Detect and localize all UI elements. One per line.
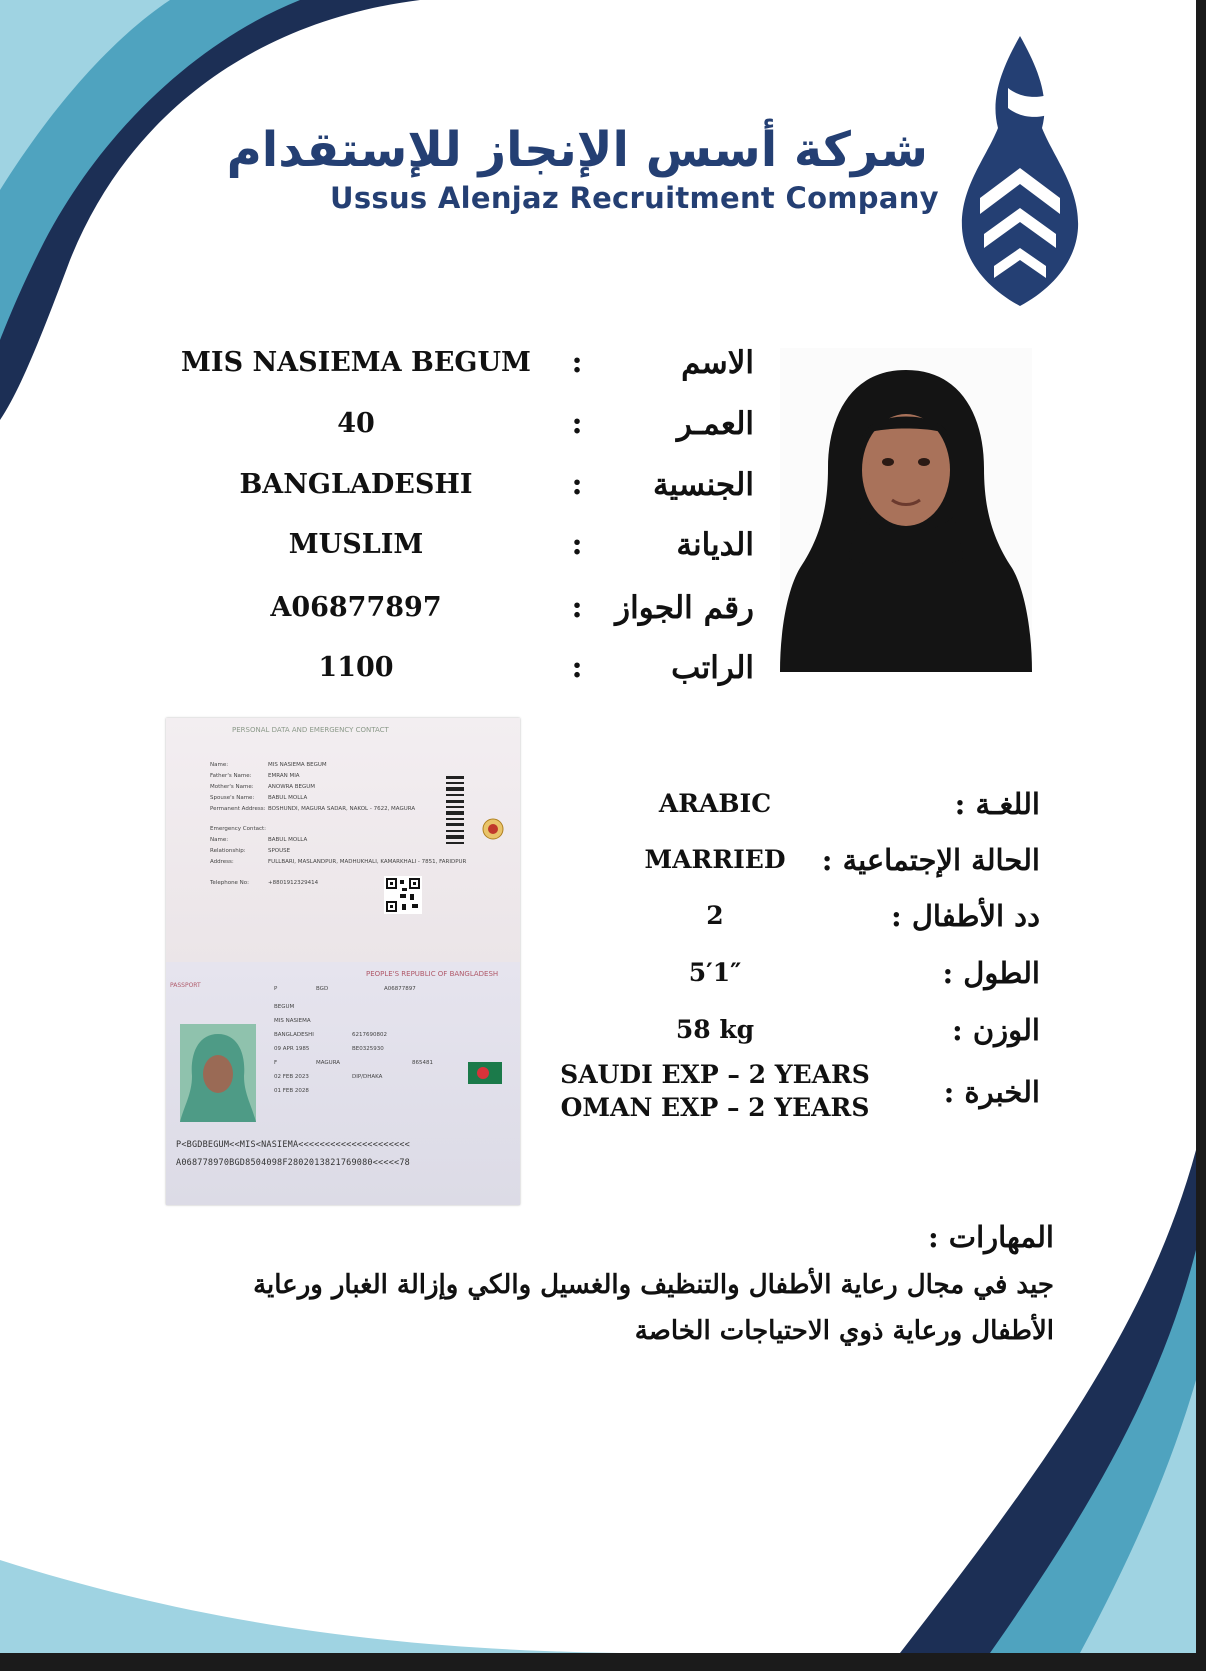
passport-field-value: EMRAN MIA (268, 773, 300, 779)
experience-values (550, 1058, 880, 1124)
passport-scan (166, 718, 520, 1205)
bottom-left-light-swoosh (0, 1560, 620, 1653)
passport-given-name: MIS NASIEMA (274, 1018, 311, 1024)
passport-surname: BEGUM (274, 1004, 295, 1010)
info-value: BANGLADESHI (239, 469, 473, 500)
info-value: A06877897 (270, 592, 442, 623)
info-row-age (180, 397, 760, 451)
passport-field-key: Name: (210, 837, 229, 843)
info-value: MIS NASIEMA BEGUM (181, 347, 531, 378)
passport-field-value: SPOUSE (268, 848, 291, 854)
emblem-icon (482, 818, 504, 840)
info-label: الديانة (676, 527, 754, 563)
passport-field-key: Telephone No: (210, 880, 250, 886)
detail-value: 58 kg (675, 1015, 755, 1044)
passport-holder-photo (180, 1024, 256, 1122)
passport-field-key: Permanent Address: (210, 806, 266, 812)
detail-label: اللغـة : (954, 787, 1040, 821)
detail-row-height (550, 945, 1070, 1001)
passport-issue-date: 02 FEB 2023 (274, 1074, 309, 1080)
detail-row-weight (550, 1002, 1070, 1058)
passport-type-code: P (274, 986, 278, 992)
passport-serial: 865481 (412, 1060, 433, 1066)
candidate-photo (780, 348, 1032, 672)
passport-field-value: ANOWRA BEGUM (268, 784, 316, 790)
passport-field-key: Father's Name: (210, 773, 252, 779)
passport-field-value: FULLBARI, MASLANDPUR, MADHUKHALI, KAMARKHALI - 7851, FARIDPUR (268, 859, 467, 865)
experience-line: SAUDI EXP – 2 YEARS (560, 1060, 870, 1089)
detail-row-language (550, 776, 1070, 832)
info-row-name (180, 336, 760, 390)
passport-field-key: Spouse's Name: (210, 795, 255, 801)
experience-line: OMAN EXP – 2 YEARS (560, 1093, 870, 1122)
info-value: MUSLIM (288, 529, 424, 560)
bottom-edge-bar (0, 1653, 1206, 1671)
detail-label: الخبرة : (943, 1075, 1040, 1109)
passport-field-key: Relationship: (210, 848, 246, 854)
info-label: الراتب (671, 650, 754, 686)
info-colon: : (571, 406, 583, 441)
info-colon: : (571, 590, 583, 625)
passport-data-page (166, 718, 520, 962)
passport-country-code: BGD (316, 986, 329, 992)
passport-previous-number: BE0325930 (352, 1046, 384, 1052)
passport-mrz-line-1: P<BGDBEGUM<<MIS<NASIEMA<<<<<<<<<<<<<<<<<<<<< (176, 1140, 410, 1150)
info-row-religion (180, 518, 760, 572)
passport-mrz-line-2: A068778970BGD8504098F2802013821769080<<<<<78 (176, 1158, 410, 1168)
passport-number: A06877897 (384, 986, 416, 992)
info-label: رقم الجواز (615, 590, 754, 626)
company-name-english: Ussus Alenjaz Recruitment Company (330, 181, 939, 215)
info-label: العمـر (676, 406, 754, 442)
info-colon: : (571, 467, 583, 502)
passport-photo-page (166, 962, 520, 1205)
passport-field-key: Address: (210, 859, 234, 865)
info-label: الاسم (681, 345, 754, 381)
passport-field-value: MIS NASIEMA BEGUM (268, 762, 327, 768)
passport-field-value: +8801912329414 (268, 880, 319, 886)
passport-field-key: Mother's Name: (210, 784, 254, 790)
info-row-salary (180, 641, 760, 695)
right-edge-bar (1196, 0, 1206, 1671)
skills-label: المهارات : (927, 1220, 1054, 1254)
passport-field-value: BABUL MOLLA (268, 795, 308, 801)
passport-personal-number: 6217690802 (352, 1032, 387, 1038)
info-colon: : (571, 650, 583, 685)
passport-field-value: BOSHUNDI, MAGURA SADAR, NAKOL - 7622, MAGURA (268, 806, 416, 812)
passport-authority: DIP/DHAKA (352, 1074, 383, 1080)
info-value: 1100 (318, 652, 394, 683)
passport-date-of-birth: 09 APR 1985 (274, 1046, 310, 1052)
detail-label: الوزن : (952, 1013, 1040, 1047)
passport-country: PEOPLE'S REPUBLIC OF BANGLADESH (366, 970, 499, 978)
detail-value: 5′1″ (688, 958, 742, 987)
detail-value: ARABIC (658, 789, 772, 818)
passport-nationality: BANGLADESHI (274, 1032, 314, 1038)
info-colon: : (571, 345, 583, 380)
passport-sex: F (274, 1060, 278, 1066)
passport-type-label: PASSPORT (170, 982, 201, 989)
passport-expiry-date: 01 FEB 2028 (274, 1088, 309, 1094)
passport-field-value: BABUL MOLLA (268, 837, 308, 843)
passport-birth-place: MAGURA (316, 1060, 341, 1066)
qr-code-icon (384, 876, 422, 914)
info-label: الجنسية (652, 467, 754, 503)
detail-label: الطول : (942, 956, 1040, 990)
bangladesh-flag-icon (468, 1062, 502, 1084)
detail-value: MARRIED (644, 845, 786, 874)
detail-label: الحالة الإجتماعية : (821, 843, 1040, 877)
detail-row-marital-status (550, 832, 1070, 888)
detail-value: 2 (706, 901, 724, 930)
passport-field-key: Name: (210, 762, 229, 768)
barcode-icon (446, 776, 464, 886)
detail-row-children (550, 888, 1070, 944)
company-name-arabic: شركة أسس الإنجاز للإستقدام (226, 122, 928, 178)
info-value: 40 (337, 408, 375, 439)
company-logo-icon (950, 28, 1090, 308)
passport-section-header: PERSONAL DATA AND EMERGENCY CONTACT (232, 726, 389, 734)
skills-text: جيد في مجال رعاية الأطفال والتنظيف والغسيل والكي وإزالة الغبار ورعاية الأطفال ورعاية ذوي الاحتياجات الخاصة (253, 1270, 1054, 1346)
info-colon: : (571, 527, 583, 562)
passport-field-key: Emergency Contact: (210, 826, 267, 832)
info-row-passport-number (180, 581, 760, 635)
detail-label: دد الأطفال : (891, 899, 1040, 933)
info-row-nationality (180, 458, 760, 512)
